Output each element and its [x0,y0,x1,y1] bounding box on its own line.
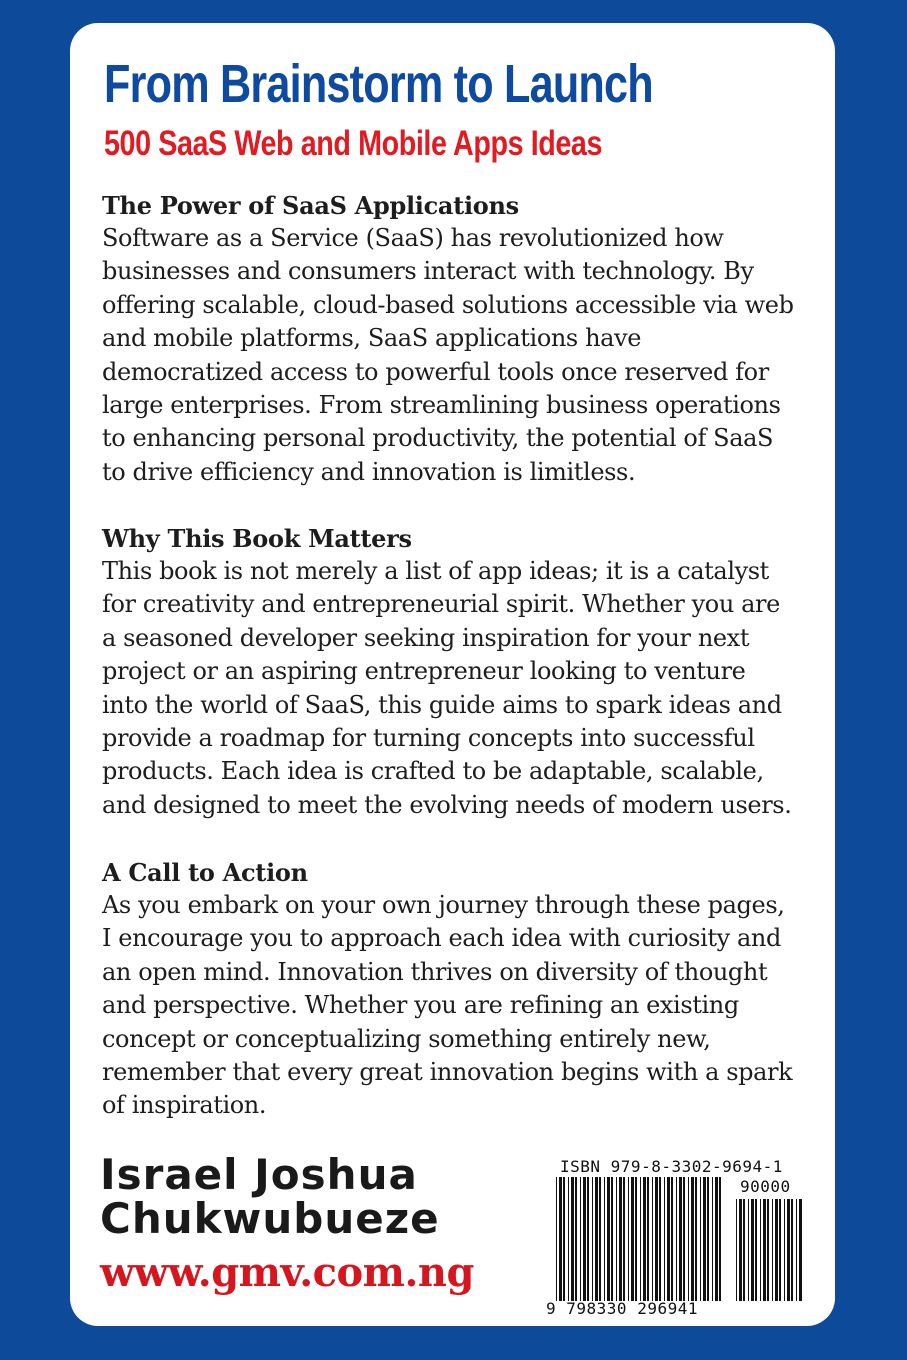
barcode-bar [655,1177,658,1301]
barcode-bar [631,1177,634,1301]
barcode-bar [583,1177,586,1301]
barcode-bar [659,1177,661,1301]
body-line: provide a roadmap for turning concepts into successful [102,724,755,753]
body-line: and perspective. Whether you are refining an existing [102,991,739,1020]
barcode-bar [647,1177,649,1301]
author-second-line: Chukwubueze [100,1194,440,1243]
barcode-bar [743,1199,745,1301]
barcode-bar [595,1177,598,1301]
book-title: From Brainstorm to Launch [104,54,653,114]
author-first-line: Israel Joshua [100,1150,418,1199]
barcode-bar [796,1199,797,1301]
body-line: offering scalable, cloud-based solutions accessible via web [102,290,794,319]
barcode-bar [559,1177,562,1301]
barcode-bar [739,1199,742,1301]
barcode-bar [799,1199,802,1301]
section-power-of-saas [102,189,812,489]
barcode-bar [784,1199,785,1301]
body-line: large enterprises. From streamlining business operations [102,391,781,420]
barcode-bar [571,1177,574,1301]
isbn-label: ISBN 979-8-3302-9694-1 [560,1157,783,1176]
section-body [102,222,812,489]
barcode-bar [779,1199,781,1301]
barcode-bar [635,1177,637,1301]
barcode-bar [643,1177,646,1301]
barcode-bar [604,1177,605,1301]
barcode-bar [652,1177,653,1301]
barcode-bar [683,1177,685,1301]
body-line: businesses and consumers interact with technology. By [102,257,754,286]
barcode-bar [719,1177,721,1301]
barcode-bar [563,1177,565,1301]
body-line: project or an aspiring entrepreneur looking to venture [102,657,746,686]
section-heading: A Call to Action [102,858,308,887]
barcode-bar [592,1177,593,1301]
section-body [102,889,812,1123]
section-body [102,555,812,822]
barcode-bar [599,1177,601,1301]
body-line: to enhancing personal productivity, the potential of SaaS [102,424,774,453]
barcode-number: 9 798330 296941 [546,1299,698,1318]
section-heading: The Power of SaaS Applications [102,191,519,220]
barcode-bar [575,1177,577,1301]
barcode-bar [616,1177,617,1301]
section-why-this-book-matters [102,522,812,822]
body-line: into the world of SaaS, this guide aims to spark ideas and [102,690,782,719]
body-line: and mobile platforms, SaaS applications have [102,324,642,353]
barcode-bar [623,1177,625,1301]
body-line: products. Each idea is crafted to be adaptable, scalable, [102,757,764,786]
website-link[interactable]: www.gmv.com.ng [100,1249,474,1296]
barcode-bar [679,1177,682,1301]
body-line: for creativity and entrepreneurial spirit. Whether you are [102,590,780,619]
barcode-bar [775,1199,778,1301]
barcode-bar [691,1177,694,1301]
barcode-bar [676,1177,677,1301]
section-call-to-action [102,856,812,1123]
barcode-bar [700,1177,701,1301]
body-line: democratized access to powerful tools once reserved for [102,357,769,386]
barcode-bar [695,1177,697,1301]
barcode-bar [640,1177,641,1301]
barcode-bar [715,1177,718,1301]
barcode-bar [619,1177,622,1301]
barcode-bar [607,1177,610,1301]
barcode-bar [712,1177,713,1301]
body-line: Software as a Service (SaaS) has revolutionized how [102,224,724,252]
barcode-bar [664,1177,665,1301]
barcode-bar [736,1199,737,1301]
body-line: As you embark on your own journey through these pages, [102,891,785,919]
barcode-bar [703,1177,706,1301]
barcode-bar [667,1177,670,1301]
body-line: remember that every great innovation begins with a spark [102,1058,793,1087]
body-line: I encourage you to approach each idea with curiosity and [102,924,781,953]
barcode-bar [751,1199,754,1301]
body-line: to drive efficiency and innovation is limitless. [102,457,636,486]
barcode-bar [772,1199,773,1301]
barcode-bar [748,1199,749,1301]
body-line: This book is not merely a list of app ideas; it is a catalyst [102,557,769,585]
barcode-bar [763,1199,766,1301]
isbn-barcode [546,1157,806,1321]
barcode-bar [611,1177,613,1301]
body-line: of inspiration. [102,1091,267,1120]
barcode-bar [767,1199,769,1301]
barcode-bar [688,1177,689,1301]
body-line: concept or conceptualizing something entirely new, [102,1024,711,1053]
barcode-bar [707,1177,709,1301]
barcode-bar [628,1177,629,1301]
body-line: and designed to meet the evolving needs of modern users. [102,790,792,819]
body-line: an open mind. Innovation thrives on diversity of thought [102,957,768,986]
book-subtitle: 500 SaaS Web and Mobile Apps Ideas [104,124,603,163]
barcode-bar [556,1177,557,1301]
barcode-bar [671,1177,673,1301]
section-heading: Why This Book Matters [102,524,412,553]
barcode-bars [546,1157,806,1321]
barcode-bar [755,1199,757,1301]
barcode-bar [587,1177,589,1301]
author-name [100,1150,440,1243]
barcode-bar [791,1199,793,1301]
price-code: 90000 [740,1177,791,1196]
barcode-bar [568,1177,569,1301]
barcode-bar [787,1199,790,1301]
barcode-bar [760,1199,761,1301]
body-line: a seasoned developer seeking inspiration for your next [102,623,750,652]
back-cover-panel [70,23,835,1326]
barcode-bar [580,1177,581,1301]
